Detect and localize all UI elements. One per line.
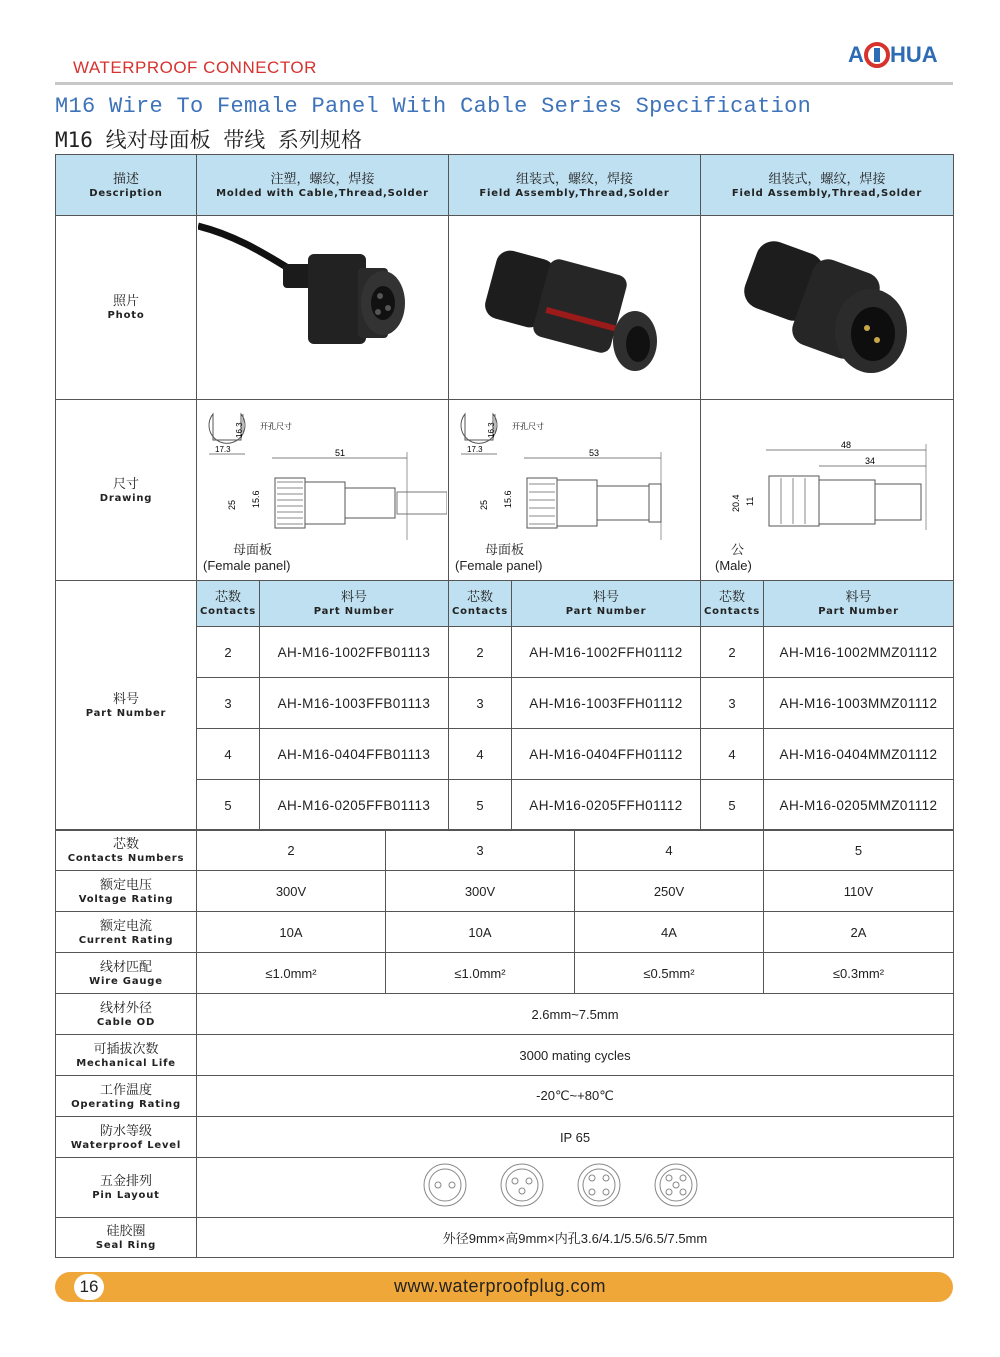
- drawing-2-caption-en: (Female panel): [455, 558, 543, 573]
- spec-values-table: [55, 829, 954, 1258]
- contacts-cell: 3: [701, 678, 764, 729]
- pn-header-3: 料号 Part Number: [764, 581, 954, 627]
- contacts-header-2: 芯数 Contacts: [449, 581, 512, 627]
- table-row: [56, 871, 954, 912]
- spec-value: 4A: [575, 912, 764, 953]
- part-number-cell: AH-M16-1002FFH01112: [512, 627, 701, 678]
- page-title-cn: M16 线对母面板 带线 系列规格: [55, 128, 362, 152]
- svg-text:16.3: 16.3: [235, 422, 244, 438]
- part-number-cell: AH-M16-1002MMZ01112: [764, 627, 954, 678]
- page-title-en: M16 Wire To Female Panel With Cable Series Specification: [55, 94, 812, 119]
- contacts-cell: 4: [701, 729, 764, 780]
- spec-table: [55, 154, 954, 831]
- spec-value: ≤1.0mm²: [197, 953, 386, 994]
- drawing-label: 尺寸 Drawing: [56, 400, 197, 581]
- spec-label-temp: 工作温度 Operating Rating: [56, 1076, 197, 1117]
- part-number-label: 料号 Part Number: [56, 581, 197, 831]
- pin-layout-2: [424, 1164, 466, 1206]
- spec-value: 300V: [197, 871, 386, 912]
- svg-text:48: 48: [841, 440, 852, 450]
- logo-letter-a: A: [848, 42, 864, 67]
- section-label: WATERPROOF CONNECTOR: [73, 58, 317, 77]
- contacts-cell: 5: [197, 780, 260, 831]
- spec-value: 250V: [575, 871, 764, 912]
- spec-label-ip: 防水等级 Waterproof Level: [56, 1117, 197, 1158]
- pn-header-2: 料号 Part Number: [512, 581, 701, 627]
- contacts-cell: 3: [449, 678, 512, 729]
- svg-text:25: 25: [479, 499, 490, 510]
- table-row: [56, 1117, 954, 1158]
- part-number-cell: AH-M16-0205FFB01113: [260, 780, 449, 831]
- contacts-cell: 2: [701, 627, 764, 678]
- svg-text:34: 34: [865, 456, 876, 466]
- company-logo: [842, 40, 942, 72]
- website-link[interactable]: www.waterproofplug.com: [393, 1276, 607, 1296]
- spec-label-cable-od: 线材外径 Cable OD: [56, 994, 197, 1035]
- spec-value: 10A: [197, 912, 386, 953]
- contacts-cell: 2: [449, 627, 512, 678]
- pin-layout-diagrams: [197, 1158, 954, 1218]
- svg-text:16.3: 16.3: [487, 422, 497, 438]
- product-photo-2: [449, 216, 701, 400]
- svg-text:开孔尺寸: 开孔尺寸: [512, 422, 545, 431]
- part-number-cell: AH-M16-1003FFB01113: [260, 678, 449, 729]
- spec-value: -20℃~+80℃: [197, 1076, 954, 1117]
- svg-text:53: 53: [589, 448, 600, 458]
- contacts-cell: 4: [449, 729, 512, 780]
- spec-value: IP 65: [197, 1117, 954, 1158]
- svg-text:15.6: 15.6: [503, 490, 514, 508]
- spec-label-current: 额定电流 Current Rating: [56, 912, 197, 953]
- contacts-header-3: 芯数 Contacts: [701, 581, 764, 627]
- table-row: [56, 1035, 954, 1076]
- contacts-header-1: 芯数 Contacts: [197, 581, 260, 627]
- product-photo-1: [197, 216, 449, 400]
- part-number-cell: AH-M16-1003FFH01112: [512, 678, 701, 729]
- table-row: [56, 1076, 954, 1117]
- spec-value: ≤0.5mm²: [575, 953, 764, 994]
- description-col-2: 组装式，螺纹，焊接 Field Assembly,Thread,Solder: [449, 155, 701, 216]
- description-label: 描述 Description: [56, 155, 197, 216]
- drawing-3-caption-en: (Male): [715, 558, 752, 573]
- spec-value: ≤0.3mm²: [764, 953, 954, 994]
- table-row: [56, 1218, 954, 1258]
- table-row: [56, 994, 954, 1035]
- drawing-3-caption-cn: 公: [731, 542, 745, 557]
- spec-value: 5: [764, 830, 954, 871]
- spec-label-mech: 可插拔次数 Mechanical Life: [56, 1035, 197, 1076]
- spec-value: ≤1.0mm²: [386, 953, 575, 994]
- spec-label-pins: 五金排列 Pin Layout: [56, 1158, 197, 1218]
- contacts-cell: 5: [701, 780, 764, 831]
- table-row: [56, 830, 954, 871]
- spec-value: 2A: [764, 912, 954, 953]
- contacts-cell: 5: [449, 780, 512, 831]
- part-number-cell: AH-M16-0404FFH01112: [512, 729, 701, 780]
- svg-text:开孔尺寸: 开孔尺寸: [260, 422, 292, 431]
- drawing-1-caption-cn: 母面板: [233, 542, 273, 557]
- spec-label-voltage: 额定电压 Voltage Rating: [56, 871, 197, 912]
- logo-text: HUA: [890, 42, 938, 67]
- part-number-cell: AH-M16-1002FFB01113: [260, 627, 449, 678]
- drawing-3: [701, 400, 954, 581]
- description-col-3: 组装式，螺纹，焊接 Field Assembly,Thread,Solder: [701, 155, 954, 216]
- spec-value: 2.6mm~7.5mm: [197, 994, 954, 1035]
- part-number-cell: AH-M16-0205FFH01112: [512, 780, 701, 831]
- table-row: [56, 953, 954, 994]
- spec-value: 3: [386, 830, 575, 871]
- spec-label-wire: 线材匹配 Wire Gauge: [56, 953, 197, 994]
- pn-header-1: 料号 Part Number: [260, 581, 449, 627]
- contacts-cell: 4: [197, 729, 260, 780]
- spec-label-contacts: 芯数 Contacts Numbers: [56, 830, 197, 871]
- spec-value: 4: [575, 830, 764, 871]
- spec-value: 2: [197, 830, 386, 871]
- photo-label: 照片 Photo: [56, 216, 197, 400]
- part-number-cell: AH-M16-0205MMZ01112: [764, 780, 954, 831]
- svg-text:17.3: 17.3: [467, 445, 483, 454]
- description-col-1: 注塑，螺纹，焊接 Molded with Cable,Thread,Solder: [197, 155, 449, 216]
- svg-text:20.4: 20.4: [731, 494, 742, 512]
- pin-layout-5: [655, 1164, 697, 1206]
- table-row: [56, 1158, 954, 1218]
- spec-label-seal: 硅胶圈 Seal Ring: [56, 1218, 197, 1258]
- drawing-2-caption-cn: 母面板: [485, 542, 525, 557]
- svg-text:17.3: 17.3: [215, 445, 231, 454]
- svg-text:15.6: 15.6: [251, 490, 261, 508]
- svg-text:51: 51: [335, 448, 346, 458]
- pin-layout-3: [501, 1164, 543, 1206]
- part-number-cell: AH-M16-1003MMZ01112: [764, 678, 954, 729]
- spec-value: 3000 mating cycles: [197, 1035, 954, 1076]
- spec-value: 300V: [386, 871, 575, 912]
- svg-text:11: 11: [745, 496, 756, 506]
- drawing-1-caption-en: (Female panel): [203, 558, 291, 573]
- contacts-cell: 3: [197, 678, 260, 729]
- part-number-cell: AH-M16-0404MMZ01112: [764, 729, 954, 780]
- table-row: [56, 912, 954, 953]
- spec-value: 外径9mm×高9mm×内孔3.6/4.1/5.5/6.5/7.5mm: [197, 1218, 954, 1258]
- page-number: 16: [74, 1274, 104, 1300]
- header-divider: [55, 82, 953, 85]
- spec-value: 10A: [386, 912, 575, 953]
- spec-value: 110V: [764, 871, 954, 912]
- drawing-1: [197, 400, 449, 581]
- contacts-cell: 2: [197, 627, 260, 678]
- pin-layout-4: [578, 1164, 620, 1206]
- product-photo-3: [701, 216, 954, 400]
- part-number-cell: AH-M16-0404FFB01113: [260, 729, 449, 780]
- svg-text:25: 25: [227, 499, 237, 510]
- drawing-2: [449, 400, 701, 581]
